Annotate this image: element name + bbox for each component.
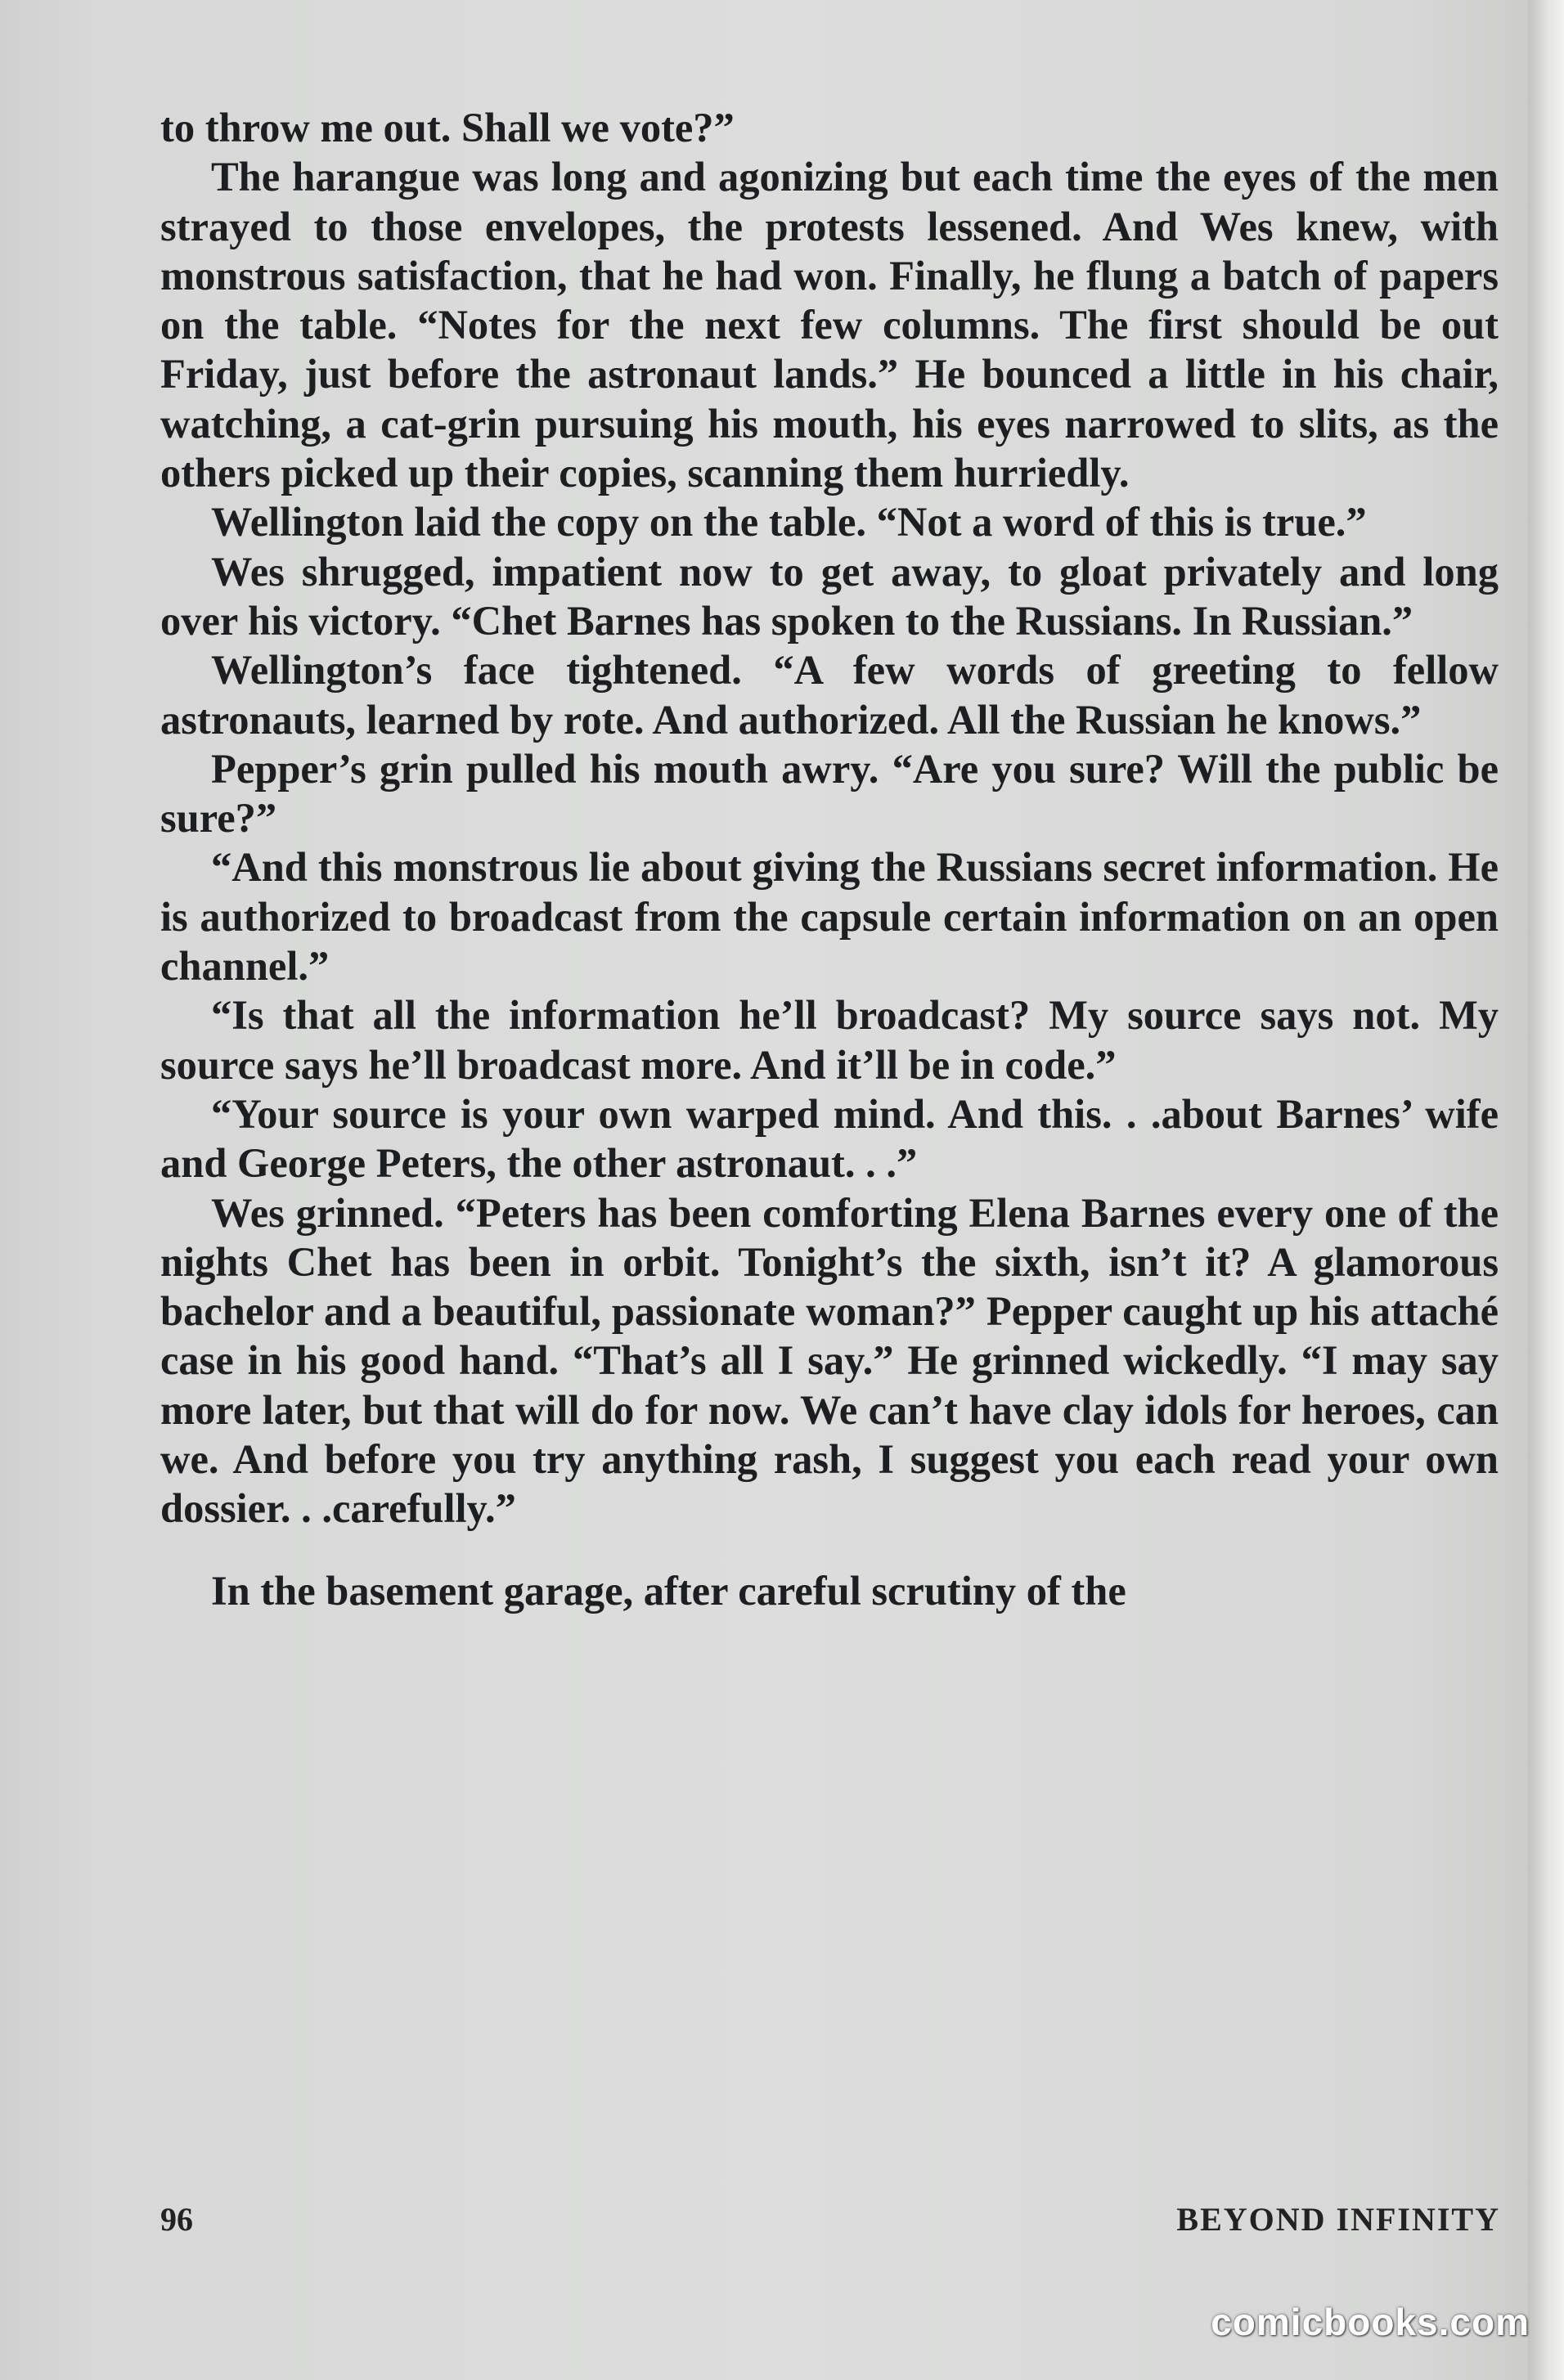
paragraph-11: In the basement garage, after careful scrutiny of the: [211, 1567, 1126, 1614]
paragraph-9: “Your source is your own warped mind. And this. . .about Barnes’ wife and George Peters, the other astronaut. . .”: [160, 1090, 1499, 1187]
running-title: BEYOND INFINITY: [1176, 2201, 1500, 2238]
page-edge: [1528, 0, 1564, 2380]
paragraph-4: Wes shrugged, impatient now to get away, to gloat privately and long over his victory. “Chet Barnes has spoken to the Russians. In Russian.”: [160, 548, 1499, 644]
paragraph-1: to throw me out. Shall we vote?”: [160, 105, 735, 150]
body-text: [160, 103, 1499, 1615]
paragraph-3: Wellington laid the copy on the table. “Not a word of this is true.”: [211, 499, 1367, 546]
page-number: 96: [160, 2201, 193, 2238]
paragraph-7: “And this monstrous lie about giving the Russians secret information. He is authorized to broadcast from the capsule certain information on an open channel.”: [160, 844, 1499, 990]
paragraph-5: Wellington’s face tightened. “A few words of greeting to fellow astronauts, learned by rote. And authorized. All the Russian he knows.”: [160, 647, 1499, 743]
paragraph-6: Pepper’s grin pulled his mouth awry. “Are you sure? Will the public be sure?”: [160, 745, 1499, 842]
paragraph-10: Wes grinned. “Peters has been comforting Elena Barnes every one of the nights Chet has been in orbit. Tonight’s the sixth, isn’t it? A glamorous bachelor and a beautiful, passionate woman?” Pepper caught up his attaché case in his good hand. “That’s all I say.” He grinned wickedly. “I may say more later, but that will do for now. We can’t have clay idols for heroes, can we. And before you try anything rash, I suggest you each read your own dossier. . .carefully.”: [160, 1189, 1499, 1532]
paragraph-8: “Is that all the information he’ll broadcast? My source says not. My source says he’ll broadcast more. And it’ll be in code.”: [160, 992, 1499, 1088]
paragraph-2: The harangue was long and agonizing but each time the eyes of the men strayed to those envelopes, the protests lessened. And Wes knew, with monstrous satisfaction, that he had won. Finally, he flung a batch of papers on the table. “Notes for the next few columns. The first should be out Friday, just before the astronaut lands.” He bounced a little in his chair, watching, a cat-grin pursuing his mouth, his eyes narrowed to slits, as the others picked up their copies, scanning them hurriedly.: [160, 154, 1499, 496]
watermark: comicbooks.com: [1211, 2301, 1530, 2343]
